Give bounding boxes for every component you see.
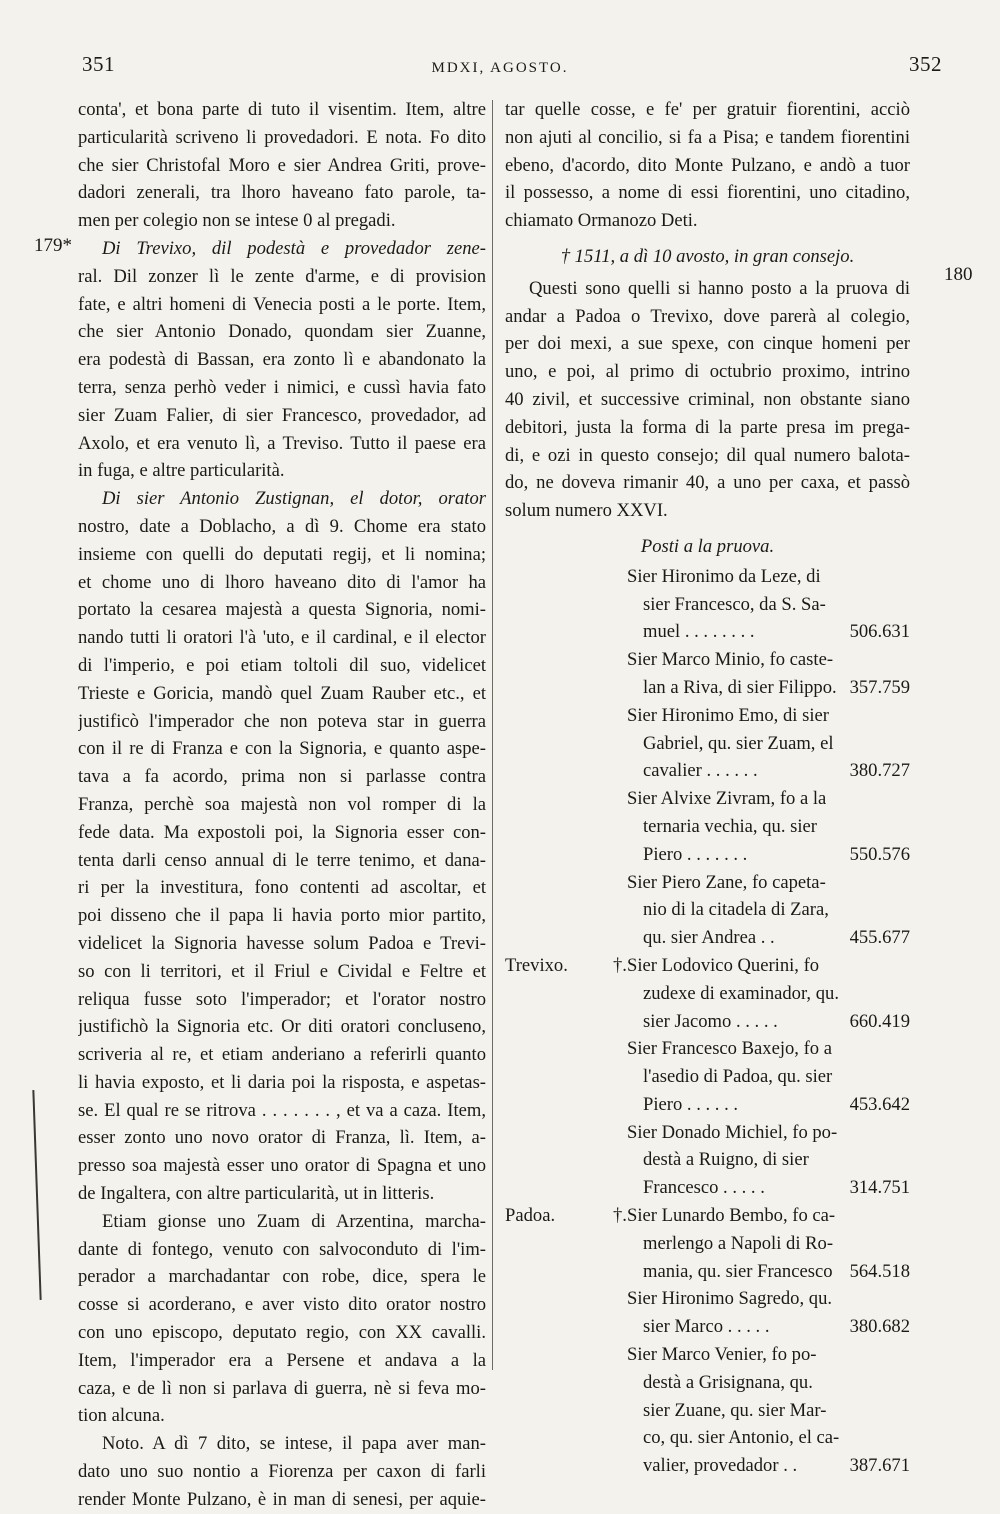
text-line: presso soa majestà esser uno orator di Spagna et uno [78,1155,486,1177]
list-item: Sier Francesco Baxejo, fo a [627,1038,832,1060]
text-line: in fuga, e altre particularità. [78,460,285,482]
text-line: solum numero XXVI. [505,500,668,522]
text-line: sier Zuam Falier, di sier Francesco, provedador, ad [78,404,486,426]
list-item: sier Zuane, qu. sier Mar- [643,1399,827,1421]
list-heading: Posti a la pruova. [640,535,775,557]
text-line: do, ne doveva rimanir 40, a uno per caxa, et passò [505,472,910,494]
list-item: destà a Grisignana, qu. [643,1371,813,1393]
section-heading: Di Trevixo, dil podestà e provedador zene- [102,237,486,259]
list-item: co, qu. sier Antonio, el ca- [643,1427,840,1449]
margin-number-left: 179* [34,235,72,256]
text-line: men per colegio non se intese 0 al pregadi. [78,210,396,232]
text-line: cosse si acorderano, e aver visto dito orator nostro [78,1294,486,1316]
right-column [505,96,910,1480]
vote-count: 387.671 [849,1455,910,1477]
elected-place: Padoa. [505,1205,556,1227]
list-item: Padoa. †. Sier Lunardo Bembo, fo ca- [505,1202,910,1230]
vote-count: 453.642 [849,1093,910,1115]
list-item: 314.751 Francesco . . . . . [505,1174,910,1202]
vote-count: 455.677 [849,927,910,949]
text-line: Noto. A dì 7 dito, se intese, il papa aver man- [102,1433,486,1455]
text-line: tenta darli censo annual di le terre tenimo, et dana- [78,849,486,871]
list-item: zudexe di examinador, qu. [643,982,839,1004]
list-item: Sier Alvixe Zivram, fo a la [627,788,827,810]
text-line: poi disseno che il papa li havia porto mior partito, [78,905,486,927]
text-line: fate, e altri homeni di Venecia posti a le porte. Item, [78,293,486,315]
list-item: 357.759 lan a Riva, di sier Filippo. [505,674,910,702]
text-line: tar quelle cosse, e fe' per gratuir fiorentini, acciò [505,99,910,120]
list-item: 380.727 cavalier . . . . . . [505,757,910,785]
list-item: 455.677 qu. sier Andrea . . [505,924,910,952]
list-item: Sier Marco Venier, fo po- [627,1344,817,1366]
text-line: de Ingaltera, con altre particularità, ut in litteris. [78,1183,435,1205]
list-item: 550.576 Piero . . . . . . . [505,841,910,869]
text-line: Franza, perchè soa majestà non vol romper di la [78,793,486,815]
text-line: non ajuti al concilio, si fa a Pisa; e tandem fiorentini [505,126,910,148]
page-number-right: 352 [909,52,942,76]
list-item: Sier Hironimo Sagredo, qu. [627,1288,833,1310]
text-line: per doi mexi, a sue spexe, con cinque homeni per [505,333,910,355]
text-line: tava a fa acordo, prima non si parlasse contra [78,766,486,788]
list-item: l'asedio di Padoa, qu. sier [643,1066,833,1088]
text-line: li havia exposto, et li daria poi la risposta, e aspetas- [78,1071,486,1093]
vote-count: 380.682 [849,1316,910,1338]
elected-place: Trevixo. [505,954,568,976]
vote-count: 550.576 [849,843,910,865]
text-line: Etiam gionse uno Zuam di Arzentina, marcha- [102,1210,486,1232]
text-line: di, e ozi in questo consejo; dil qual numero balota- [505,444,910,466]
vote-count: 314.751 [849,1177,910,1199]
list-item: 453.642 Piero . . . . . . [505,1091,910,1119]
text-line: portato la cesarea majestà a questa Signoria, nomi- [78,599,486,621]
dagger-mark: †. [613,954,627,976]
text-line: ral. Dil zonzer lì le zente d'arme, e di provision [78,265,486,287]
list-item: 564.518 mania, qu. sier Francesco [505,1258,910,1286]
text-line: justificò l'imperador che non poteva star in guerra [78,710,486,732]
text-line: con uno episcopo, deputato regio, con XX cavalli. [78,1322,486,1344]
text-line: conta', et bona parte di tuto il visentim. Item, altre [78,99,486,120]
text-line: nostro, date a Doblacho, a dì 9. Chome era stato [78,515,486,537]
text-line: era podestà di Bassan, era zonto lì e abandonato la [78,349,486,371]
text-line: esser zonto uno novo orator di Franza, lì. Item, a- [78,1127,486,1149]
text-line: Item, l'imperador era a Persene et andava a la [78,1349,486,1371]
text-line: 40 zivil, et successive criminal, non obstante siano [505,388,910,410]
list-item: destà a Ruigno, di sier [643,1149,809,1171]
text-line: Trieste e Goricia, mandò quel Zuam Rauber etc., et [78,682,486,704]
text-line: che sier Antonio Donado, quondam sier Zuanne, [78,321,486,343]
list-item: Gabriel, qu. sier Zuam, el [643,732,834,754]
list-item: Sier Hironimo Emo, di sier [627,704,829,726]
pencil-margin-mark [32,1090,41,1300]
dagger-mark: †. [613,1205,627,1227]
text-line: render Monte Pulzano, è in man di senesi, per aquie- [78,1488,486,1510]
page-number-left: 351 [82,52,115,76]
vote-count: 660.419 [849,1010,910,1032]
text-line: il possesso, a nome di essi fiorentini, uno citadino, [505,182,910,204]
text-line: dato uno suo nontio a Fiorenza per caxon di farli [78,1461,486,1483]
candidate-list [505,563,910,1480]
text-line: terra, senza perhò veder i nimici, e cussì havia fato [78,376,486,398]
list-item: sier Francesco, da S. Sa- [643,593,826,615]
text-line: di l'imperio, e poi etiam toltoli dil suo, videlicet [78,654,486,676]
vote-count: 506.631 [849,621,910,643]
list-item: 387.671 valier, provedador . . [505,1452,910,1480]
text-line: che sier Christofal Moro e sier Andrea Griti, prove- [78,154,486,176]
text-line: justifichò la Signoria etc. Or diti oratori concluseno, [78,1016,486,1038]
list-item: Sier Marco Minio, fo caste- [627,649,834,671]
list-item: 380.682 sier Marco . . . . . [505,1313,910,1341]
text-line: con il re di Franza e con la Signoria, e quanto aspe- [78,738,486,760]
text-line: debitori, justa la forma di la parte presa im prega- [505,416,910,438]
text-line: caza, e de lì non si parlava di guerra, nè si feva mo- [78,1377,486,1399]
text-line: dante di fontego, venuto con salvoconduto di l'im- [78,1238,486,1260]
text-line: particularità scriveno li provedadori. E nota. Fo dito [78,126,486,148]
text-line: et chome uno di lhoro haveano dito di l'amor ha [78,571,486,593]
text-line: andar a Padoa o Trevixo, dove parerà al colegio, [505,305,910,327]
section-heading: Di sier Antonio Zustignan, el dotor, orator [102,488,486,510]
list-item: Sier Piero Zane, fo capeta- [627,871,826,893]
text-line: perador a marchadantar con robe, dice, spera le [78,1266,486,1288]
list-item: Sier Donado Michiel, fo po- [627,1121,838,1143]
running-title: MDXI, AGOSTO. [431,60,569,76]
text-line: scriveria al re, et etiam anderiano a referirli quanto [78,1044,486,1066]
list-item: ternaria vechia, qu. sier [643,815,817,837]
section-heading: † 1511, a dì 10 avosto, in gran consejo. [560,245,855,267]
column-divider [492,100,493,1370]
text-line: uno, e poi, al primo di octubrio proximo, intrino [505,361,910,383]
text-line: nando tutti li oratori l'à 'uto, e il cardinal, e il elector [78,627,486,649]
text-line: ebeno, d'acordo, dito Monte Pulzano, e andò a tuor [505,154,910,176]
list-item: 660.419 sier Jacomo . . . . . [505,1008,910,1036]
text-line: videlicet la Signoria havesse solum Padoa e Trevi- [78,932,486,954]
text-line: reliqua fusse soto l'imperador; et l'orator nostro [78,988,486,1010]
text-line: so con li territori, et il Friul e Cividal e Feltre et [78,960,486,982]
margin-number-right: 180 [944,264,973,285]
text-line: Questi sono quelli si hanno posto a la pruova di [529,277,910,299]
list-item: Sier Hironimo da Leze, di [627,565,821,587]
list-item: nio di la citadela di Zara, [643,899,829,921]
list-item: Trevixo. †. Sier Lodovico Querini, fo [505,952,910,980]
vote-count: 357.759 [849,676,910,698]
left-column [78,96,486,1514]
text-line: chiamato Ormanozo Deti. [505,210,698,232]
list-item: 506.631 muel . . . . . . . . [505,618,910,646]
list-item: merlengo a Napoli di Ro- [643,1232,834,1254]
vote-count: 564.518 [849,1260,910,1282]
text-line: Axolo, et era venuto lì, a Treviso. Tutto il paese era [78,432,486,454]
text-line: dadori zenerali, tra lhoro haveano fato parole, ta- [78,182,486,204]
text-line: ri per la investitura, fono contenti ad ascoltar, et [78,877,486,899]
vote-count: 380.727 [849,760,910,782]
text-line: fede data. Ma expostoli poi, la Signoria esser con- [78,821,486,843]
text-line: tion alcuna. [78,1405,165,1427]
text-line: se. El qual re se ritrova . . . . . . . , et va a caza. Item, [78,1099,486,1121]
text-line: insieme con quelli do deputati regij, et li nomina; [78,543,486,565]
